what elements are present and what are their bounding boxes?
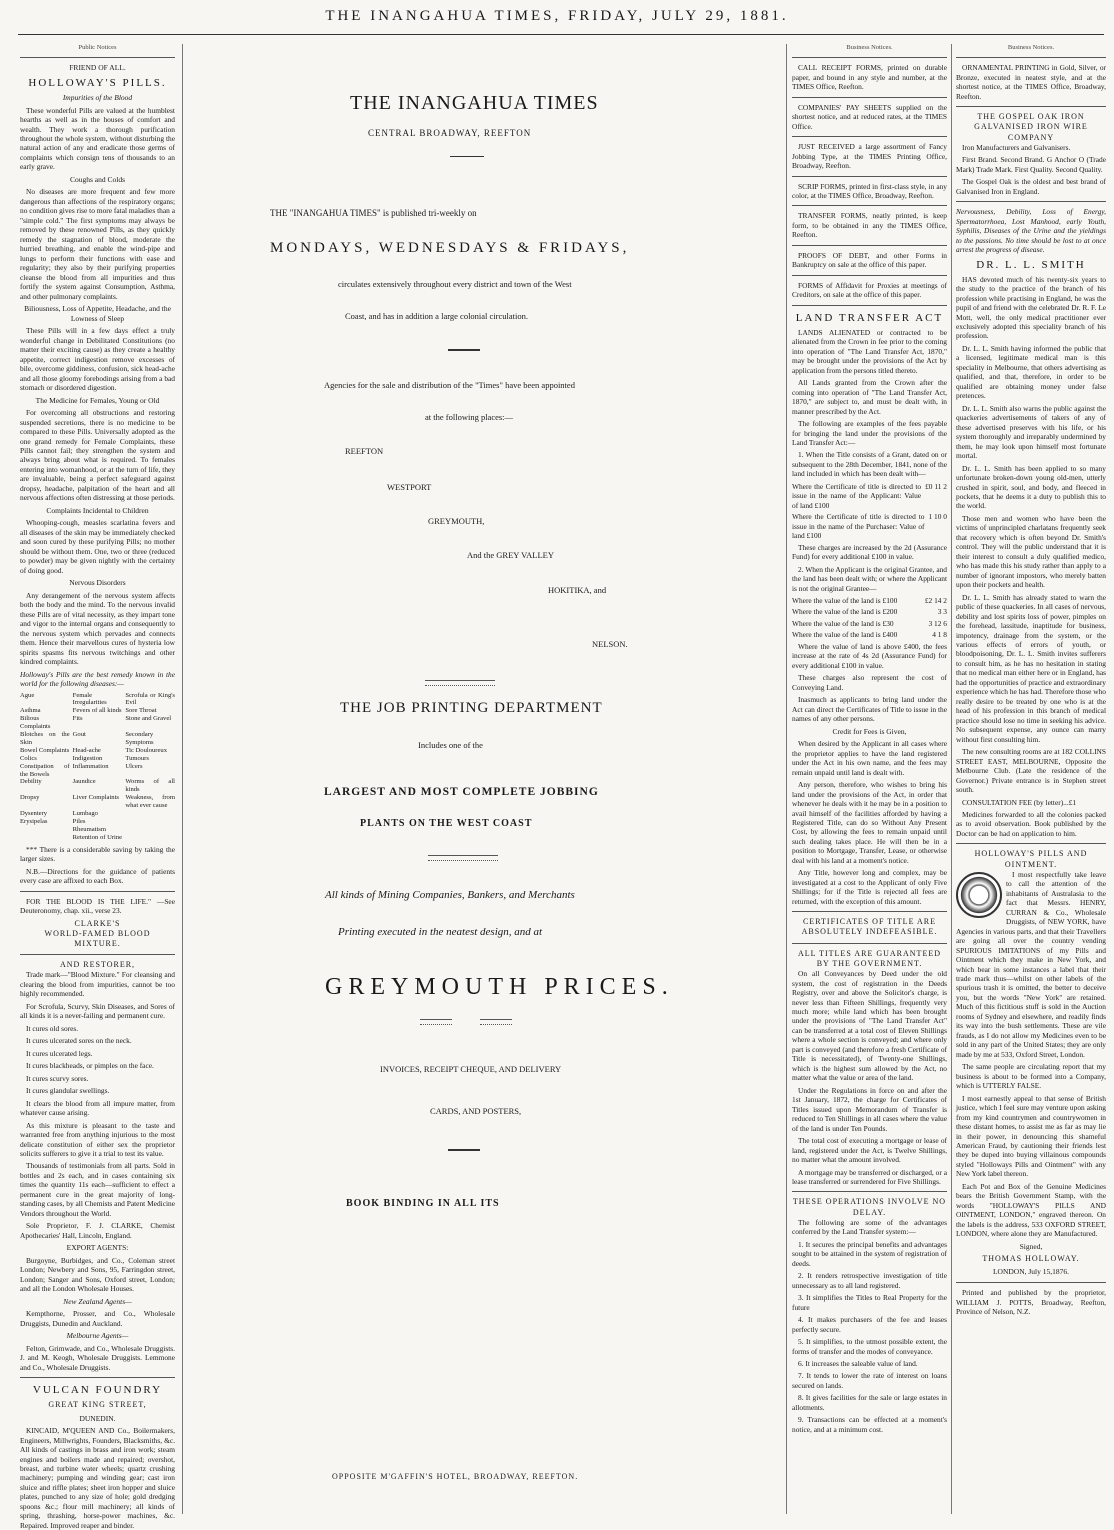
ailment-list-title: Holloway's Pills are the best remedy known in the world for the following diseases:—	[20, 669, 175, 689]
ad-paragraph: For overcoming all obstructions and restoring suspended secretions, there is no medicine to be compared to these Pills. Universally adopted as the one grand remedy for Female Complaints, these Pills cannot fail; they strengthen the system and always bring about what is required. To females entering into womanhood, or at the turn of life, they are invaluable, being a perfect safeguard against dropsy, headache, palpitation of the heart and all nervous affections often distressing at those periods.	[20, 408, 175, 503]
ailment-item: Dropsy	[20, 794, 40, 802]
notice: ORNAMENTAL PRINTING in Gold, Silver, or Bronze, executed in neatest style, and at the shortest notice, at the TIMES Office, Broadway, Reefton.	[956, 63, 1106, 101]
fee-row	[792, 596, 947, 605]
divider	[792, 57, 947, 58]
divider	[792, 97, 947, 98]
ad-subhead: DUNEDIN.	[79, 1413, 116, 1423]
trade-mark-seal-icon	[956, 872, 1002, 918]
guarantee-paragraph: A mortgage may be transferred or discharged, or a lease transferred or surrendered for Five Shillings.	[792, 1167, 947, 1186]
smith-lead: Nervousness, Debility, Loss of Energy, Spermatorrhoea, Lost Manhood, early Youth, Syphilis, Diseases of the Urine and the yieldings to the passions. No time should be lost to at once arrest the progress of disease.	[956, 207, 1106, 255]
ailment-item: Ague	[20, 691, 35, 699]
ad-paragraph: Trade mark—"Blood Mixture." For cleansing and clearing the blood from impurities, cannot be too highly recommended.	[20, 970, 175, 999]
land-transfer-paragraph: All Lands granted from the Crown after the coming into operation of "The Land Transfer Act, 1870," are subject to, and must be dealt with, in manner prescribed by the Act.	[792, 378, 947, 416]
center-title: THE INANGAHUA TIMES	[350, 92, 599, 114]
center-binding: BOOK BINDING IN ALL ITS	[346, 1198, 500, 1209]
fee-table	[792, 482, 947, 541]
fee-label: Where the value of the land is £100	[792, 596, 898, 606]
ad-title: AND RESTORER,	[59, 960, 136, 970]
ailment-item	[125, 834, 175, 842]
holloway-paragraph: Each Pot and Box of the Genuine Medicines bears the British Government Stamp, with the words "HOLLOWAY'S PILLS AND OINTMENT, LONDON," engraved thereon. On the labels is the address, 533 OXFORD STREET, LONDON, where alone they are Manufactured.	[956, 1181, 1106, 1239]
notice: CALL RECEIPT FORMS, printed on durable paper, and bound in any style and number, at the TIMES Office, Reefton.	[792, 63, 947, 92]
fee-label: Where the value of the land is £200	[792, 607, 898, 617]
ailment-item: Worms of all kinds	[125, 778, 175, 794]
ailment-list	[20, 692, 175, 842]
divider	[792, 205, 947, 206]
ailment-item: Jaundice	[72, 778, 96, 786]
ad-paragraph: These Pills will in a few days effect a truly wonderful change in Debilitated Constitutions (no matter their exciting cause) as they create a healthy appetite, correct indigestion remove excesses of bile, overcome giddiness, confusion, sick head-ache and all those gloomy forebodings arising from a bad stomach or disordered digestion.	[20, 326, 175, 393]
ad-subhead: Impurities of the Blood	[62, 92, 133, 102]
operations-title: THESE OPERATIONS INVOLVE NO DELAY.	[792, 1197, 947, 1217]
ornament-rule	[420, 1019, 452, 1025]
land-transfer-paragraph: These charges are increased by the 2d (Assurance Fund) for every additional £100 in value.	[792, 542, 947, 562]
ailment-item	[125, 818, 175, 826]
center-coast: Coast, and has in addition a large colonial circulation.	[345, 311, 529, 321]
land-transfer-paragraph: 1. When the Title consists of a Grant, dated on or subsequent to the 28th December, 1841, none of the land included in which has been dealt with—	[792, 450, 947, 479]
notice: JUST RECEIVED a large assortment of Fancy Jobbing Type, at the TIMES Printing Office, Broadway, Reefton.	[792, 142, 947, 171]
ad-title: VULCAN FOUNDRY	[32, 1384, 163, 1397]
ad-paragraph: Whooping-cough, measles scarlatina fevers and all diseases of the skin may be immediately checked and soon cured by these purifying Pills; no mother should be without them. One, two or three (reduced to powder) may be given nightly with the certainty of doing good.	[20, 518, 175, 575]
cure-item: It cures scurvy sores.	[26, 1073, 89, 1083]
ad-paragraph: No diseases are more frequent and few more dangerous than affections of the respiratory organs; no condition gives rise to more fatal maladies than a "simple cold." The first symptoms may always be removed by these renowned Pills, as they quickly remedy the stagnation of blood, moderate the hurried breathing, and enable the wind-pipe and lungs to perform their functions with ease and regularity; they also by their purifying properties cleanse the blood from all impurities and thus fortify the system against Consumption, Asthma, and other pulmonary complaints.	[20, 187, 175, 301]
certificates-title: CERTIFICATES OF TITLE ARE ABSOLUTELY INDEFEASIBLE.	[801, 917, 938, 937]
place-hokitika: HOKITIKA, and	[548, 585, 607, 595]
land-transfer-paragraph: LANDS ALIENATED or contracted to be alienated from the Crown in fee prior to the coming into operation of "The Land Transfer Act, 1870," may be brought under the provisions of the Act by application from the persons titled thereto.	[792, 327, 947, 375]
ornament-rule	[480, 1019, 512, 1025]
guarantee-paragraph: On all Conveyances by Deed under the old system, the cost of registration in the Deeds Registry, over and above the Solicitor's charge, is never less than Fifteen Shillings, frequently very much more; while land which has been brought under the provisions of "The Land Transfer Act" can be transferred at a total cost of Eleven Shillings where a whole section is conveyed; and where only part is conveyed (and therefore a fresh Certificate of Title is necessitated), of Twenty-one Shillings, which is the highest sum allowed by the Act, no matter what the value or area of the land.	[792, 969, 947, 1083]
place-greymouth: GREYMOUTH,	[428, 516, 485, 526]
ailment-item: Debility	[20, 778, 42, 786]
notice: TRANSFER FORMS, neatly printed, is keep form, to be obtained in any the TIMES Office, Reefton.	[792, 211, 947, 240]
land-transfer-paragraph: 2. When the Applicant is the original Grantee, and the land has been dealt with; or where the Applicant is not the original Grantee—	[792, 564, 947, 593]
fee-row	[792, 482, 947, 510]
ailment-item: Asthma	[20, 707, 41, 715]
land-transfer-paragraph: The following are examples of the fees payable for bringing the land under the provisions of the Land Transfer Act:—	[792, 419, 947, 447]
ailment-item: Ulcers	[125, 762, 143, 770]
ad-kicker: FRIEND OF ALL.	[69, 63, 126, 73]
notice: FORMS of Affidavit for Proxies at meetings of Creditors, on sale at the office of this paper.	[792, 280, 947, 300]
cure-list	[20, 1024, 175, 1118]
ad-title: WORLD-FAMED BLOOD MIXTURE.	[44, 928, 151, 949]
operation-item: 3. It simplifies the Titles to Real Property for the future	[792, 1293, 947, 1312]
ailment-item: Gout	[72, 731, 86, 739]
smith-paragraph: Dr. L. L. Smith has already stated to warn the public of these quackeries. In all cases of nervous, debility and lost spirits loss of power, pimples on the forehead, lassitude, inaptitude for business, impotency, drainage from the system, or the various effects of errors of youth, or bloodpoisoning, Dr. L. L. Smith invites sufferers to consult him, as he has no hesitation in stating that no medical man either here or in England, has had the opportunities of practice and extraordinary experience which he has had. Therefore those who really desire to be treated by one who is at the head of his profession in this branch of medical practice should lose no time in seeking his advice. No subsequent expense, any ounce can marry without first consulting him.	[956, 592, 1106, 744]
land-transfer-paragraph: When desired by the Applicant in all cases where the proprietor applies to have the land registered under the Act in his own name, and the fees may remain unpaid until land is dealt with.	[792, 739, 947, 777]
ad-subhead: The Medicine for Females, Young or Old	[35, 395, 160, 405]
fee-row	[792, 630, 947, 639]
divider	[956, 201, 1106, 202]
smith-fee: CONSULTATION FEE (by letter)...£1	[962, 797, 1077, 807]
ailment-item: Liver Complaints	[72, 794, 119, 802]
ad-paragraph: These wonderful Pills are valued at the humblest hearths as well as in the houses of comfort and wealth. They work a thorough purification throughout the whole system, without disturbing the natural action of any and eradicate those germs of complaints which consign tens of thousands to an early grave.	[20, 105, 175, 172]
holloway-paragraph: I most earnestly appeal to that sense of British justice, which I feel sure may venture upon asking from my kind countrymen and countrywomen in these distant homes, to assist me as far as may lie in their power, in denouncing this shameful American Fraud, by cautioning their friends lest they be duped into buying villainous compounds styled "Holloways Pills and Ointment" with any New York label thereon.	[956, 1093, 1106, 1179]
ad-paragraph: As this mixture is pleasant to the taste and warranted free from anything injurious to the most delicate constitution of either sex the proprietor solicits sufferers to give it a trial to test its value.	[20, 1120, 175, 1158]
ailment-item	[125, 810, 175, 818]
ornament-rule	[428, 855, 498, 861]
gospel-oak-paragraph: The Gospel Oak is the oldest and best brand of Galvanised Iron in England.	[956, 177, 1106, 196]
ailment-item: Constipation of the Bowels	[20, 762, 70, 778]
ailment-item	[20, 826, 70, 834]
cure-item: It cures ulcerated sores on the neck.	[26, 1036, 132, 1046]
operation-item: 9. Transactions can be effected at a moment's notice, and at a minimum cost.	[792, 1415, 947, 1434]
land-transfer-paragraph: Any person, therefore, who wishes to bring his land under the provisions of the Act, in order that whenever he deals with it he may be in a position to avail himself of the facilities afforded by having a Registered Title, can do so Without Any Present Cost, by allowing the fees to remain unpaid until such dealing takes place. He will then be in a position to Mortgage, Transfer, Lease, or otherwise deal with his land at a moment's notice.	[792, 780, 947, 865]
imprint: Printed and published by the proprietor, WILLIAM J. POTTS, Broadway, Reefton, Province of Nelson, N.Z.	[956, 1288, 1106, 1317]
divider	[20, 954, 175, 955]
ornament-rule	[450, 156, 484, 157]
ad-paragraph: Any derangement of the nervous system affects both the body and the mind. To the nervous invalid these Pills are of vital necessity, as they impart tone and vigor to the internal organs and consequently to the nervous system which pervades and connects them. Hence their marvellous cures of hysteria low spirits spasms fits nervous twitchings and other kindred complaints.	[20, 590, 175, 667]
center-includes: Includes one of the	[418, 740, 483, 750]
holloway-paragraph	[956, 870, 1106, 1059]
fee-table	[792, 596, 947, 640]
place-nelson: NELSON.	[592, 639, 628, 649]
cure-item: It cures old sores.	[26, 1023, 79, 1033]
ailment-item: Bilious Complaints	[20, 715, 51, 731]
divider	[792, 1191, 947, 1192]
ailment-item: Head-ache	[72, 746, 101, 754]
fee-amount: 3 3	[937, 607, 947, 617]
center-days: MONDAYS, WEDNESDAYS & FRIDAYS,	[270, 240, 630, 256]
ailment-item: Weakness, from what ever cause	[125, 794, 175, 810]
section-label: Business Notices.	[846, 44, 893, 51]
ailment-item: Retention of Urine	[72, 833, 123, 841]
cure-item: It cures blackheads, or pimples on the face.	[26, 1061, 154, 1071]
operation-item: 4. It makes purchasers of the fee and leases perfectly secure.	[792, 1315, 947, 1334]
ad-subhead: Biliousness, Loss of Appetite, Headache, and the Lowness of Sleep	[24, 304, 171, 323]
center-places-intro: at the following places:—	[425, 412, 514, 422]
divider	[792, 275, 947, 276]
fee-row	[792, 619, 947, 628]
section-label: Business Notices.	[1007, 44, 1055, 51]
ad-subhead: GREAT KING STREET,	[48, 1400, 147, 1410]
divider	[792, 176, 947, 177]
ailment-item: Scrofula or King's Evil	[125, 691, 175, 707]
ornament-rule	[448, 349, 480, 351]
land-transfer-subhead: Credit for Fees is Given,	[832, 726, 907, 736]
ailment-item: Sore Throat	[125, 707, 157, 715]
column-public-notices	[20, 44, 175, 1530]
guarantee-paragraph: Under the Regulations in force on and after the 1st January, 1872, the charge for Certificates of Titles issued upon Memorandum of Transfer is reduced to Ten Shillings in all cases where the value of the land is under Ten Pounds.	[792, 1085, 947, 1133]
center-allkinds: All kinds of Mining Companies, Bankers, and Merchants	[325, 889, 575, 901]
land-transfer-paragraph: Where the value of land is above £400, the fees increase at the rate of 4s 2d (Assurance Fund) for every additional £100 in value.	[792, 641, 947, 670]
ailment-item: Colics	[20, 754, 37, 762]
divider	[792, 245, 947, 246]
operations-list	[792, 1240, 947, 1434]
ailment-item: Dysentery	[20, 810, 48, 818]
ad-subhead: Complaints Incidental to Children	[46, 505, 149, 515]
ailment-item: Tumours	[125, 754, 149, 762]
smith-paragraph: The new consulting rooms are at 182 COLLINS STREET EAST, MELBOURNE, Opposite the Melbourne Club. (Late the residence of the Governor.) Private entrance is in Stephen street south.	[956, 747, 1106, 795]
notice: SCRIP FORMS, printed in first-class style, in any color, at the TIMES Office, Broadway, Reefton.	[792, 181, 947, 200]
ailment-item: Secondary Symptoms	[125, 731, 154, 746]
operation-item: 1. It secures the principal benefits and advantages sought to be attained in the system of registration of deeds.	[792, 1239, 947, 1268]
gospel-oak-subtitle: GALVANISED IRON WIRE COMPANY	[974, 122, 1088, 142]
operation-item: 5. It simplifies, to the utmost possible extent, the forms of transfer and the modes of conveyance.	[792, 1337, 947, 1356]
holloway-signature: THOMAS HOLLOWAY.	[982, 1254, 1080, 1264]
cure-item: It cures ulcerated legs.	[26, 1048, 93, 1058]
divider	[792, 943, 947, 944]
ailment-item	[20, 834, 70, 842]
divider	[20, 57, 175, 58]
land-transfer-paragraph: Any Title, however long and complex, may be investigated at a cost to the Applicant of only Five Shillings; for if the Title is rejected all fees are returned, with the exception of this amount.	[792, 868, 947, 906]
holloway-paragraph: The same people are circulating report that my business is about to be formed into a Company, which is UTTERLY FALSE.	[956, 1062, 1106, 1091]
guarantee-title: ALL TITLES ARE GUARANTEED BY THE GOVERNMENT.	[798, 948, 941, 968]
ad-subhead: Nervous Disorders	[69, 578, 126, 588]
center-agencies: Agencies for the sale and distribution of the "Times" have been appointed	[324, 380, 575, 390]
section-label: Public Notices	[78, 44, 117, 51]
divider	[792, 305, 947, 306]
center-invoices: INVOICES, RECEIPT CHEQUE, AND DELIVERY	[380, 1064, 562, 1074]
ailment-item: Erysipelas	[20, 818, 48, 826]
fee-label: Where the Certificate of title is directed to issue in the name of the Applicant: Value of land £100	[792, 481, 922, 510]
fee-row	[792, 512, 947, 540]
ailment-item: Indigestion	[72, 754, 103, 762]
gospel-oak-title: THE GOSPEL OAK IRON	[977, 112, 1085, 122]
center-cards: CARDS, AND POSTERS,	[430, 1106, 522, 1116]
ailment-item	[125, 826, 175, 834]
guarantee-paragraph: The total cost of executing a mortgage or lease of land, registered under the Act, is Twelve Shillings, no matter what the amount involved.	[792, 1136, 947, 1165]
ad-paragraph: For Scrofula, Scurvy, Skin Diseases, and Sores of all kinds it is a never-failing and permanent cure.	[20, 1001, 175, 1021]
center-circulates: circulates extensively throughout every district and town of the West	[338, 279, 572, 289]
land-transfer-title: LAND TRANSFER ACT	[795, 311, 944, 324]
cure-item: It cures glandular swellings.	[26, 1086, 110, 1096]
operation-item: 2. It renders retrospective investigation of title unnecessary as to all land registered.	[792, 1271, 947, 1290]
land-transfer-paragraph: These charges also represent the cost of Conveying Land.	[792, 673, 947, 692]
ad-subhead: Melbourne Agents—	[66, 1331, 129, 1341]
land-transfer-paragraph: Inasmuch as applicants to bring land under the Act can direct the Certificates of Title to issue in the names of any other persons.	[792, 695, 947, 724]
ad-paragraph: Burgoyne, Burbidges, and Co., Coleman street London; Newbery and Sons, 95, Farringdon street, London; Sanger and Sons, Oxford street, London; and all the London Wholesale Houses.	[20, 1255, 175, 1294]
ad-paragraph: Kempthorne, Prosser, and Co., Wholesale Druggists, Dunedin and Auckland.	[20, 1309, 175, 1328]
place-westport: WESTPORT	[387, 482, 432, 492]
ailment-item: Female Irregularities	[72, 691, 107, 707]
ad-lead: FOR THE BLOOD IS THE LIFE." —See Deuteronomy, chap. xii., verse 23.	[20, 896, 175, 916]
ad-paragraph: Felton, Grimwade, and Co., Wholesale Druggists. J. and M. Keogh, Wholesale Druggists. Lemmone and Co., Wholesale Druggists.	[20, 1343, 175, 1372]
smith-title: DR. L. L. SMITH	[976, 258, 1086, 271]
holloway-date: LONDON, July 15,1876.	[992, 1267, 1070, 1277]
divider	[20, 891, 175, 892]
center-opposite: OPPOSITE M'GAFFIN'S HOTEL, BROADWAY, REEFTON.	[332, 1472, 579, 1481]
divider	[956, 843, 1106, 844]
operation-item: 6. It increases the saleable value of land.	[798, 1359, 918, 1369]
divider	[956, 57, 1106, 58]
holloway-signed: Signed,	[1019, 1241, 1043, 1251]
smith-paragraph: HAS devoted much of his twenty-six years to the study to the practice of the branch of his profession while practising in England, he was the pupil of and friend with the celebrated Dr. R. F. Le Mott, well, the only medical practitioner ever exclusively adopted this speciality branch of his profession.	[956, 274, 1106, 341]
divider	[956, 1282, 1106, 1283]
ailment-item: Lumbago	[72, 810, 98, 818]
divider	[792, 911, 947, 912]
center-plants: PLANTS ON THE WEST COAST	[360, 818, 533, 829]
operations-intro: The following are some of the advantages conferred by the Land Transfer system:—	[792, 1217, 947, 1237]
ailment-item: Fevers of all kinds	[72, 707, 122, 715]
divider	[20, 1377, 175, 1378]
notice: COMPANIES' PAY SHEETS supplied on the shortest notice, and at reduced rates, at the TIMES Office.	[792, 102, 947, 131]
fee-label: Where the value of the land is £400	[792, 630, 898, 640]
smith-paragraph: Dr. L. L. Smith also warns the public against the quackeries advertisements of takers of any of these advertised preserves with his life, or his system thoroughly and irreparably undermined by them, he may look upon himself most fortunate mortal.	[956, 403, 1106, 461]
ad-subhead: New Zealand Agents—	[63, 1296, 132, 1306]
center-advertisement	[270, 44, 780, 1514]
ornament-rule	[448, 1149, 480, 1151]
masthead: THE INANGAHUA TIMES, FRIDAY, JULY 29, 1881.	[325, 8, 789, 24]
column-rule	[786, 44, 787, 1514]
smith-paragraph: Those men and women who have been the victims of unprincipled charlatans frequently seek that recovery which is often beyond Dr. Smith's control. They will the public understand that it is their interest to consult a duly qualified medico, who has made this his study rather than apply to a number of ignorant impostors, who merely batten upon their pockets and health.	[956, 513, 1106, 590]
ornament-rule	[425, 680, 495, 686]
ad-subhead: Coughs and Colds	[69, 174, 125, 184]
fee-amount: 4 1 8	[932, 630, 947, 640]
ailment-item: Bowel Complaints	[20, 746, 70, 754]
operation-item: 7. It tends to lower the rate of interest on loans secured on lands.	[792, 1371, 947, 1390]
fee-amount: £2 14 2	[924, 596, 947, 606]
operation-item: 8. It gives facilities for the sale or large estates in allotments.	[792, 1393, 947, 1412]
fee-label: Where the Certificate of title is directed to issue in the name of the Purchaser: Value of land £100	[792, 512, 925, 541]
job-printing-heading: THE JOB PRINTING DEPARTMENT	[340, 700, 603, 716]
smith-paragraph: Dr. L. L. Smith having informed the public that a licensed, legitimate medical man is this speciality in Melbourne, that others advertising as qualified, and that, therefore, in order to be qualified are obtaining money under false pretences.	[956, 343, 1106, 401]
ad-note: N.B.—Directions for the guidance of patients every case are affixed to each Box.	[20, 866, 175, 886]
center-notice: THE "INANGAHUA TIMES" is published tri-weekly on	[270, 208, 477, 218]
ailment-item: Stone and Gravel	[125, 715, 172, 723]
column-rule	[182, 44, 183, 1514]
divider	[956, 106, 1106, 107]
gospel-oak-paragraph: First Brand. Second Brand. G Anchor O (Trade Mark) Trade Mark. First Quality. Second Quality.	[956, 155, 1106, 174]
ad-paragraph: Sole Proprietor, F. J. CLARKE, Chemist Apothecaries' Hall, Lincoln, England.	[20, 1221, 175, 1240]
column-business-notices	[792, 44, 947, 1514]
fee-row	[792, 607, 947, 616]
place-grey-valley: And the GREY VALLEY	[467, 550, 554, 560]
center-address: CENTRAL BROADWAY, REEFTON	[368, 128, 532, 138]
notice: PROOFS OF DEBT, and other Forms in Bankruptcy on sale at the office of this paper.	[792, 250, 947, 270]
smith-paragraph: Dr. L. L. Smith has been applied to so many unfortunate broken-down young old-men, utterly crushed in spirit, soul, and body, and fleeced in pockets, that he deems it a duty to publish this to the world.	[956, 463, 1106, 511]
ailment-item: Fits	[72, 715, 83, 723]
ad-title: HOLLOWAY'S PILLS.	[28, 76, 167, 89]
fee-amount: 3 12 6	[928, 618, 947, 628]
fee-label: Where the value of the land is £30	[792, 618, 894, 628]
ailment-item: Blotches on the Skin	[20, 731, 70, 746]
center-printing: Printing executed in the neatest design, and at	[338, 926, 543, 938]
column-business-notices-2	[956, 44, 1106, 1514]
holloway-title: HOLLOWAY'S PILLS AND OINTMENT.	[974, 849, 1088, 869]
divider	[792, 136, 947, 137]
center-largest: LARGEST AND MOST COMPLETE JOBBING	[324, 786, 599, 798]
center-prices: GREYMOUTH PRICES.	[325, 974, 674, 1000]
ad-paragraph: KINCAID, M'QUEEN AND Co., Boilermakers, Engineers, Millwrights, Founders, Blacksmiths, &c. All kinds of castings in brass and iron work; steam engines and boilers made and repaired; overshot, breast, and turbine water wheels; quartz crushing machinery; pumping and winding gear; cast iron sluice and riffle plates; sheet iron hopper and sluice plates, punched to any size of hole; gold dredging spoons &c.; flour mill machinery; all kinds of spring, thrashing, horse-power machines, &c. Repaired. Improved reaper and binder.	[20, 1426, 175, 1530]
masthead-rule	[18, 34, 1104, 35]
ailment-item: Tic Douloureux	[125, 746, 168, 754]
gospel-oak-paragraph: Iron Manufacturers and Galvanisers.	[962, 142, 1071, 152]
ad-subhead: EXPORT AGENTS:	[66, 1243, 129, 1253]
ad-paragraph: Thousands of testimonials from all parts. Sold in bottles and 2s each, and in cases containing six times the quantity 11s each—sufficient to effect a permanent cure in the great majority of long-standing cases, by all Chemists and Patent Medicine Vendors throughout the World.	[20, 1161, 175, 1218]
ailment-item: Piles	[72, 818, 86, 826]
fee-amount: 1 10 0	[928, 512, 947, 522]
cure-item: It clears the blood from all impure matter, from whatever cause arising.	[20, 1098, 175, 1118]
ad-title: CLARKE'S	[74, 918, 121, 928]
holloway-text: I most respectfully take leave to call the attention of the inhabitants of Australasia to the fact that Messrs. HENRY, CURRAN & Co., Wholesale Druggists, of NEW YORK, have Agencies in various parts, and that their Travellers are going all over the country vending SPURIOUS IMITATIONS of my Pills and Ointment which they make in New York, and which bear in some instances a label that their trade mark thus—whilst on other labels of the spurious trash it is omitted, the better to deceive you, but the words "New York" are retained. Much of this fictitious stuff is sold in the Auction rooms of Sydney and elsewhere, and readily finds its way into the bush settlements. These are vile frauds, as I do not allow my Medicines even to be sold in any part of the United States; they are only made by me at 533, Oxford Street, London.	[956, 869, 1106, 1059]
ailment-item: Inflammation	[72, 762, 109, 770]
ad-note: *** There is a considerable saving by taking the larger sizes.	[20, 844, 175, 864]
place-reefton: REEFTON	[345, 446, 384, 456]
fee-amount: £0 11 2	[925, 481, 947, 491]
ailment-item: Rheumatism	[72, 825, 106, 833]
column-rule	[951, 44, 952, 1514]
smith-paragraph: Medicines forwarded to all the colonies packed as to avoid observation. Book published by the Doctor can be had on application to him.	[956, 809, 1106, 838]
